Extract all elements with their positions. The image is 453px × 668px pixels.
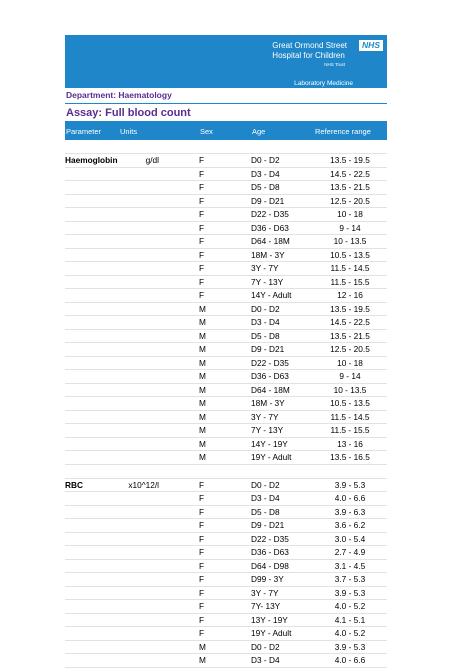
sex-cell: M	[199, 330, 206, 341]
reference-range-cell: 3.9 - 5.3	[334, 641, 366, 652]
age-cell: D64 - 18M	[251, 384, 290, 395]
reference-range-cell: 10 - 18	[337, 357, 363, 368]
sex-cell: F	[199, 628, 205, 638]
reference-table	[65, 140, 387, 668]
reference-range-cell: 10 - 13.5	[333, 384, 367, 395]
age-cell: D9 - D21	[251, 344, 285, 354]
header-units: Units	[120, 127, 138, 136]
sex-cell: M	[199, 371, 206, 381]
table-row	[65, 641, 387, 655]
age-cell: D0 - D2	[251, 479, 280, 490]
sex-cell: F	[199, 290, 205, 300]
age-cell: D0 - D2	[251, 155, 280, 165]
table-row	[65, 600, 387, 614]
reference-range-cell: 14.5 - 22.5	[330, 168, 370, 179]
age-cell: 14Y - 19Y	[251, 438, 288, 449]
hospital-banner	[65, 35, 387, 88]
age-cell: D3 - D4	[251, 317, 280, 327]
age-cell: D36 - D63	[251, 371, 289, 381]
header-age: Age	[252, 127, 266, 136]
age-cell: 14Y - Adult	[251, 290, 292, 300]
reference-range-cell: 9 - 14	[339, 222, 361, 233]
age-cell: 7Y- 13Y	[251, 601, 281, 611]
sex-cell: M	[199, 398, 206, 408]
age-cell: D5 - D8	[251, 182, 280, 192]
hospital-name	[272, 41, 347, 68]
table-row	[65, 276, 387, 290]
table-row	[65, 289, 387, 303]
sex-cell: F	[199, 506, 205, 517]
reference-range-cell: 4.0 - 6.6	[334, 655, 366, 665]
reference-range-cell: 11.5 - 15.5	[330, 425, 370, 435]
reference-range-cell: 4.0 - 5.2	[334, 601, 366, 611]
reference-range-cell: 9 - 14	[339, 371, 361, 381]
assay-title: Assay: Full blood count	[66, 107, 191, 119]
age-cell: 3Y - 7Y	[251, 263, 279, 273]
table-row	[65, 560, 387, 574]
parameter-units: x10^12/l	[128, 479, 159, 490]
reference-range-cell: 3.9 - 6.3	[334, 506, 366, 517]
sex-cell: M	[199, 344, 206, 354]
table-row	[65, 654, 387, 668]
reference-range-cell: 3.1 - 4.5	[334, 560, 366, 571]
reference-range-cell: 3.0 - 5.4	[334, 533, 366, 544]
sex-cell: F	[199, 601, 205, 611]
table-row	[65, 492, 387, 506]
sex-cell: M	[199, 641, 206, 652]
table-row	[65, 222, 387, 236]
age-cell: 3Y - 7Y	[251, 411, 279, 422]
sex-cell: F	[199, 479, 205, 490]
age-cell: D99 - 3Y	[251, 574, 284, 584]
reference-range-cell: 3.9 - 5.3	[334, 587, 366, 598]
reference-range-cell: 13.5 - 21.5	[330, 182, 370, 192]
table-row	[65, 303, 387, 317]
sex-cell: F	[199, 155, 205, 165]
reference-range-cell: 10 - 18	[337, 209, 363, 219]
reference-range-cell: 12.5 - 20.5	[330, 195, 370, 206]
org-line-2: Hospital for Children	[272, 51, 345, 60]
age-cell: D9 - D21	[251, 520, 285, 530]
age-cell: 18M - 3Y	[251, 249, 285, 260]
table-row	[65, 506, 387, 520]
sex-cell: F	[199, 195, 205, 206]
table-row	[65, 546, 387, 560]
sex-cell: F	[199, 263, 205, 273]
reference-range-cell: 10.5 - 13.5	[330, 249, 370, 260]
sex-cell: M	[199, 357, 206, 368]
age-cell: 3Y - 7Y	[251, 587, 279, 598]
sex-cell: F	[199, 222, 205, 233]
table-row	[65, 316, 387, 330]
reference-range-cell: 4.0 - 6.6	[334, 493, 366, 503]
sex-cell: M	[199, 425, 206, 435]
sex-cell: F	[199, 533, 205, 544]
table-row	[65, 614, 387, 628]
reference-range-cell: 4.1 - 5.1	[334, 614, 366, 625]
table-row	[65, 181, 387, 195]
age-cell: D9 - D21	[251, 195, 285, 206]
sex-cell: M	[199, 384, 206, 395]
table-row	[65, 587, 387, 601]
reference-range-cell: 11.5 - 14.5	[330, 263, 370, 273]
age-cell: 7Y - 13Y	[251, 276, 284, 287]
reference-range-cell: 11.5 - 15.5	[330, 276, 370, 287]
table-row	[65, 438, 387, 452]
table-row	[65, 627, 387, 641]
age-cell: D3 - D4	[251, 493, 280, 503]
department-bar	[65, 88, 387, 104]
header-parameter: Parameter	[66, 127, 102, 136]
table-row	[65, 330, 387, 344]
sex-cell: F	[199, 520, 205, 530]
reference-range-cell: 13.5 - 16.5	[330, 452, 370, 462]
age-cell: D3 - D4	[251, 655, 280, 665]
reference-range-cell: 3.7 - 5.3	[334, 574, 366, 584]
table-row	[65, 424, 387, 438]
age-cell: D22 - D35	[251, 357, 289, 368]
table-header	[65, 122, 387, 140]
age-cell: D0 - D2	[251, 641, 280, 652]
org-line-1: Great Ormond Street	[272, 41, 347, 50]
reference-range-cell: 4.0 - 5.2	[334, 628, 366, 638]
section-gap	[65, 465, 387, 479]
age-cell: 18M - 3Y	[251, 398, 285, 408]
org-sub: NHS Trust	[324, 62, 346, 67]
sex-cell: F	[199, 236, 205, 246]
parameter-units: g/dl	[145, 155, 159, 165]
age-cell: D22 - D35	[251, 533, 289, 544]
reference-range-cell: 2.7 - 4.9	[334, 547, 366, 557]
lab-name: Laboratory Medicine	[294, 80, 353, 87]
table-row	[65, 384, 387, 398]
sex-cell: F	[199, 249, 205, 260]
sex-cell: M	[199, 655, 206, 665]
age-cell: D22 - D35	[251, 209, 289, 219]
sex-cell: F	[199, 560, 205, 571]
table-row	[65, 411, 387, 425]
sex-cell: F	[199, 182, 205, 192]
sex-cell: M	[199, 411, 206, 422]
sex-cell: F	[199, 168, 205, 179]
age-cell: D36 - D63	[251, 547, 289, 557]
document-page	[65, 35, 387, 668]
sex-cell: F	[199, 276, 205, 287]
sex-cell: M	[199, 438, 206, 449]
reference-range-cell: 11.5 - 14.5	[330, 411, 370, 422]
age-cell: D36 - D63	[251, 222, 289, 233]
reference-range-cell: 13.5 - 19.5	[330, 155, 370, 165]
table-row	[65, 451, 387, 465]
reference-range-cell: 10 - 13.5	[333, 236, 367, 246]
table-row	[65, 343, 387, 357]
reference-range-cell: 3.6 - 6.2	[334, 520, 366, 530]
age-cell: 7Y - 13Y	[251, 425, 284, 435]
reference-range-cell: 13.5 - 21.5	[330, 330, 370, 341]
table-row	[65, 479, 387, 493]
sex-cell: M	[199, 317, 206, 327]
sex-cell: F	[199, 547, 205, 557]
table-row	[65, 357, 387, 371]
table-row	[65, 249, 387, 263]
sex-cell: F	[199, 614, 205, 625]
sex-cell: M	[199, 452, 206, 462]
table-row	[65, 397, 387, 411]
sex-cell: F	[199, 574, 205, 584]
age-cell: D5 - D8	[251, 506, 280, 517]
reference-range-cell: 12.5 - 20.5	[330, 344, 370, 354]
reference-range-cell: 10.5 - 13.5	[330, 398, 370, 408]
header-reference-range: Reference range	[315, 127, 371, 136]
table-row	[65, 370, 387, 384]
age-cell: D5 - D8	[251, 330, 280, 341]
reference-range-cell: 14.5 - 22.5	[330, 317, 370, 327]
age-cell: 19Y - Adult	[251, 452, 292, 462]
sex-cell: F	[199, 493, 205, 503]
table-row	[65, 519, 387, 533]
table-row	[65, 533, 387, 547]
table-row	[65, 195, 387, 209]
reference-range-cell: 3.9 - 5.3	[334, 479, 366, 490]
reference-range-cell: 13 - 16	[337, 438, 363, 449]
table-row	[65, 235, 387, 249]
department-title: Department: Haematology	[66, 90, 172, 100]
age-cell: D0 - D2	[251, 303, 280, 314]
sex-cell: F	[199, 209, 205, 219]
nhs-logo: NHS	[359, 40, 383, 51]
parameter-name: Haemoglobin	[65, 155, 118, 165]
parameter-name: RBC	[65, 479, 83, 490]
age-cell: D3 - D4	[251, 168, 280, 179]
table-row	[65, 168, 387, 182]
age-cell: D64 - D98	[251, 560, 289, 571]
age-cell: 19Y - Adult	[251, 628, 292, 638]
age-cell: D64 - 18M	[251, 236, 290, 246]
age-cell: 13Y - 19Y	[251, 614, 288, 625]
reference-range-cell: 13.5 - 19.5	[330, 303, 370, 314]
sex-cell: M	[199, 303, 206, 314]
table-row	[65, 262, 387, 276]
reference-range-cell: 12 - 16	[337, 290, 363, 300]
table-row	[65, 573, 387, 587]
sex-cell: F	[199, 587, 205, 598]
table-row	[65, 154, 387, 168]
section-gap	[65, 140, 387, 154]
table-row	[65, 208, 387, 222]
header-sex: Sex	[200, 127, 213, 136]
assay-bar	[65, 105, 387, 122]
